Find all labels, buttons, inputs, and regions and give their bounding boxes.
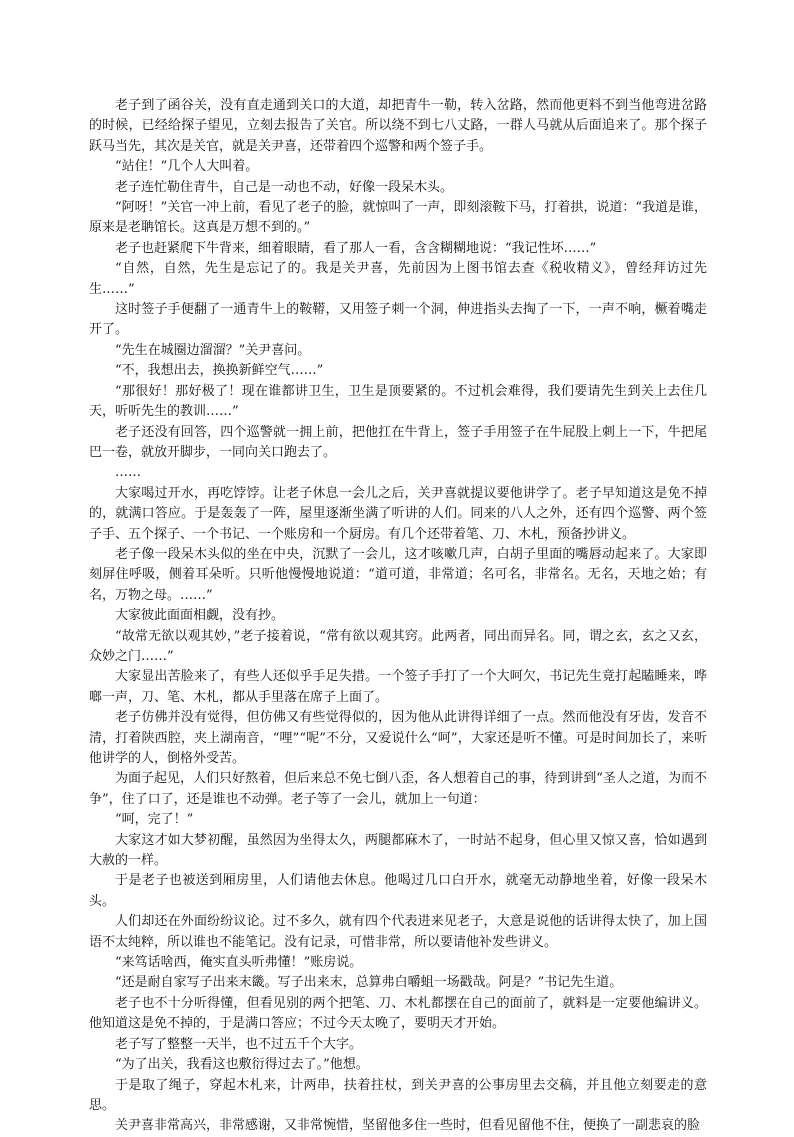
paragraph: “故常无欲以观其妙，”老子接着说，“常有欲以观其窍。此两者，同出而异名。同，谓之玄，玄之又玄，众妙之门……” — [89, 628, 707, 664]
paragraph: 老子写了整整一天半，也不过五千个大字。 — [115, 1036, 363, 1052]
paragraph: 于是老子也被送到厢房里，人们请他去休息。他喝过几口白开水，就毫无动静地坐着，好像一段呆木头。 — [89, 873, 707, 909]
paragraph: 老子像一段呆木头似的坐在中央，沉默了一会儿，这才咳嗽几声，白胡子里面的嘴唇动起来了。大家即刻屏住呼吸，侧着耳朵听。只听他慢慢地说道：“道可道，非常道；名可名，非常名。无名，天地之始；有名，万物之母。……” — [89, 546, 707, 603]
paragraph: 为面子起见，人们只好熬着，但后来总不免七倒八歪，各人想着自己的事，待到讲到“圣人之道，为而不争”，住了口了，还是谁也不动弹。老子等了一会儿，就加上一句道： — [89, 771, 707, 807]
paragraph: “呵，完了！” — [115, 812, 194, 828]
paragraph: “先生在城圈边溜溜？”关尹喜问。 — [115, 342, 311, 358]
document-body — [89, 96, 707, 1137]
paragraph: 大家显出苦脸来了，有些人还似乎手足失措。一个签子手打了一个大呵欠，书记先生竟打起瞌睡来，哗啷一声，刀、笔、木札，都从手里落在席子上面了。 — [89, 669, 707, 705]
paragraph: 这时签子手便翻了一通青牛上的鞍鞯，又用签子刺一个洞，伸进指头去掏了一下，一声不响，橛着嘴走开了。 — [89, 302, 707, 338]
paragraph: 老子也赶紧爬下牛背来，细着眼睛，看了那人一看，含含糊糊地说：“我记性坏……” — [115, 240, 597, 256]
paragraph: “站住！”几个人大叫着。 — [115, 159, 259, 175]
paragraph: 大家这才如大梦初醒，虽然因为坐得太久，两腿都麻木了，一时站不起身，但心里又惊又喜，恰如遇到大赦的一样。 — [89, 832, 707, 869]
paragraph: “还是耐自家写子出来末畿。写子出来末，总算弗白嚼蛆一场戳哉。阿是？”书记先生道。 — [115, 975, 623, 991]
paragraph: 老子到了函谷关，没有直走通到关口的大道，却把青牛一勒，转入岔路，然而他更料不到当他弯进岔路的时候，已经给探子望见，立刻去报告了关官。所以绕不到七八丈路，一群人马就从后面追来了。那个探子跃马当先，其次是关官，就是关尹喜，还带着四个巡警和两个签子手。 — [89, 98, 707, 154]
paragraph: 大家彼此面面相觑，没有抄。 — [115, 608, 285, 624]
paragraph: 老子也不十分听得懂，但看见别的两个把笔、刀、木札都摆在自己的面前了，就料是一定要他编讲义。他知道这是免不掉的，于是满口答应；不过今天太晚了，要明天才开始。 — [89, 995, 707, 1032]
paragraph: 老子仿佛并没有觉得，但仿佛又有些觉得似的，因为他从此讲得详细了一点。然而他没有牙齿，发音不清，打着陕西腔，夹上湖南音，“哩”“呢”不分，又爱说什么“呵”，大家还是听不懂。可是时间加长了，来听他讲学的人，倒格外受苦。 — [89, 710, 707, 766]
paragraph: 于是取了绳子，穿起木札来，计两串，扶着拄杖，到关尹喜的公事房里去交稿，并且他立刻要走的意思。 — [89, 1077, 707, 1113]
paragraph: “阿呀！”关官一冲上前，看见了老子的脸，就惊叫了一声，即刻滚鞍下马，打着拱，说道：“我道是谁，原来是老聃馆长。这真是万想不到的。” — [89, 200, 707, 236]
paragraph: 关尹喜非常高兴，非常感谢，又非常惋惜，坚留他多住一些时，但看见留他不住，便换了一副悲哀的脸 — [115, 1118, 701, 1134]
paragraph: 老子还没有回答，四个巡警就一拥上前，把他扛在牛背上，签子手用签子在牛屁股上刺上一下，牛把尾巴一卷，就放开脚步，一同向关口跑去了。 — [89, 424, 707, 460]
paragraph: 人们却还在外面纷纷议论。过不多久，就有四个代表进来见老子，大意是说他的话讲得太快了，加上国语不太纯粹，所以谁也不能笔记。没有记录，可惜非常，所以要请他补发些讲义。 — [89, 914, 707, 950]
paragraph: 大家喝过开水，再吃饽饽。让老子休息一会儿之后，关尹喜就提议要他讲学了。老子早知道这是免不掉的，就满口答应。于是轰轰了一阵，屋里逐渐坐满了听讲的人们。同来的八人之外，还有四个巡警、两个签子手、五个探子、一个书记、一个账房和一个厨房。有几个还带着笔、刀、木札，预备抄讲义。 — [89, 485, 707, 542]
paragraph: 老子连忙勒住青牛，自己是一动也不动，好像一段呆木头。 — [115, 179, 454, 195]
section-break-ellipsis: …… — [115, 465, 141, 481]
paragraph: “为了出关，我看这也敷衍得过去了。”他想。 — [115, 1057, 369, 1073]
paragraph: “不，我想出去，换换新鲜空气……” — [115, 363, 324, 379]
paragraph: “自然，自然，先生是忘记了的。我是关尹喜，先前因为上图书馆去查《税收精义》，曾经拜访过先生……” — [89, 261, 707, 297]
paragraph: “那很好！那好极了！现在谁都讲卫生，卫生是顶要紧的。不过机会难得，我们要请先生到关上去住几天，听听先生的教训……” — [89, 383, 707, 420]
paragraph: “来笃话啥西，俺实直头听弗懂！”账房说。 — [115, 955, 363, 971]
